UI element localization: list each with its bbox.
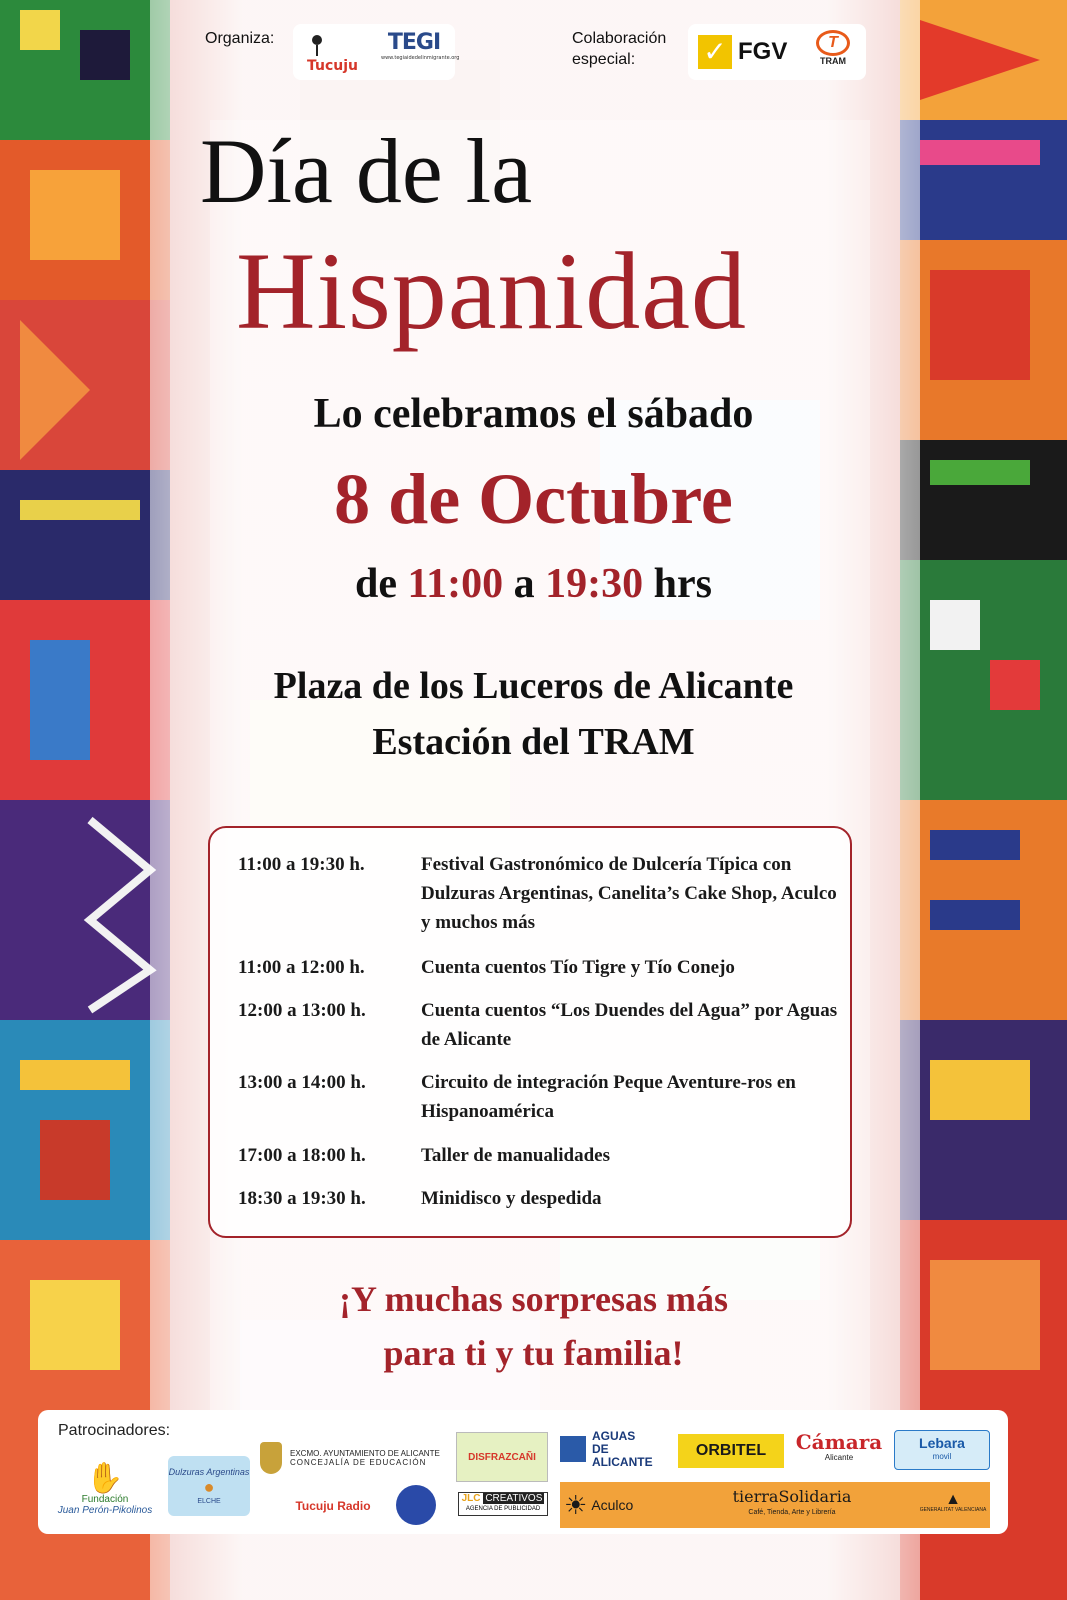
colaboracion-label	[572, 28, 666, 70]
event-date: 8 de Octubre	[334, 459, 733, 539]
time-end: 19:30	[545, 561, 644, 607]
camara-logo: Cámara Alicante	[795, 1430, 883, 1462]
schedule-desc: Circuito de integración Peque Aventure-ros en Hispanoamérica	[421, 1072, 796, 1122]
aculco-logo: ☀ Aculco	[564, 1489, 634, 1520]
coat-of-arms-icon	[260, 1442, 282, 1474]
tegi-url: www.tegiaidedelinmigrante.org	[381, 55, 460, 61]
checkmark-icon: ✓	[698, 35, 732, 69]
title-line1: Día de la	[200, 120, 533, 222]
cupcake-icon: ●	[203, 1477, 215, 1497]
schedule-time: 11:00 a 12:00 h.	[238, 957, 365, 978]
schedule-time: 11:00 a 19:30 h.	[238, 854, 365, 875]
organiza-label: Organiza:	[205, 30, 275, 47]
tierra-solidaria-logo: tierraSolidaria Café, Tienda, Arte y Librería	[732, 1487, 852, 1516]
time-start: 11:00	[407, 561, 504, 607]
sponsors-label: Patrocinadores:	[58, 1422, 171, 1439]
collab-logos	[688, 24, 866, 80]
aguas-alicante-logo: AGUAS DE ALICANTE	[560, 1430, 672, 1468]
sun-icon: ☀	[564, 1489, 588, 1520]
schedule-time: 13:00 a 14:00 h.	[238, 1072, 366, 1093]
celebrate-text: Lo celebramos el sábado	[313, 391, 754, 437]
svg-text:Tucuju: Tucuju	[307, 58, 359, 74]
generalitat-logo: ▲ GENERALITAT VALENCIANA	[919, 1491, 987, 1513]
time-suffix: hrs	[653, 561, 713, 607]
schedule-time: 18:30 a 19:30 h.	[238, 1188, 366, 1209]
tucuju-radio-logo: Tucuju Radio	[295, 1499, 371, 1513]
colaboracion-line2: especial:	[572, 51, 636, 68]
fundacion-logo: ✋ Fundación Juan Perón-Pikolinos	[57, 1462, 153, 1516]
schedule-desc: Cuenta cuentos Tío Tigre y Tío Conejo	[421, 957, 735, 978]
dulzuras-logo: Dulzuras Argentinas ● ELCHE	[168, 1456, 250, 1516]
schedule-box	[208, 826, 852, 1238]
schedule-desc: Minidisco y despedida	[421, 1188, 602, 1209]
ayuntamiento-logo: EXCMO. AYUNTAMIENTO DE ALICANTE CONCEJALÍA DE EDUCACIÓN	[260, 1438, 450, 1478]
bat-icon: ▲	[945, 1491, 961, 1508]
fgv-logo: ✓ FGV	[698, 34, 788, 70]
schedule-desc: Festival Gastronómico de Dulcería Típica con Dulzuras Argentinas, Canelita’s Cake Shop, Aculco y muchos más	[421, 854, 837, 933]
lebara-logo: Lebara movil	[894, 1430, 990, 1470]
time-mid: a	[513, 561, 535, 607]
title-line2: Hispanidad	[236, 230, 748, 352]
hand-tree-icon: ✋	[86, 1462, 124, 1495]
schedule-desc: Cuenta cuentos “Los Duendes del Agua” por Aguas de Alicante	[421, 1000, 838, 1050]
tram-logo: T TRAM	[808, 30, 858, 74]
slogan-line2: para ti y tu familia!	[383, 1333, 684, 1373]
schedule-time: 17:00 a 18:00 h.	[238, 1145, 366, 1166]
slogan-line1: ¡Y muchas sorpresas más	[338, 1279, 728, 1319]
time-prefix: de	[354, 561, 397, 607]
sponsors-panel	[38, 1410, 1008, 1534]
event-time	[0, 560, 1067, 608]
venue-line1: Plaza de los Luceros de Alicante	[273, 665, 794, 707]
globe-icon	[396, 1485, 436, 1525]
tegi-logo: TEGI www.tegiaidedelinmigrante.org	[381, 30, 460, 61]
organizer-logos	[293, 24, 460, 80]
colaboracion-line1: Colaboración	[572, 30, 667, 47]
schedule-desc: Taller de manualidades	[421, 1145, 610, 1166]
schedule-time: 12:00 a 13:00 h.	[238, 1000, 366, 1021]
disfraz-logo: DISFRAZCAÑI	[456, 1432, 548, 1482]
orbitel-logo: ORBITEL	[678, 1434, 784, 1468]
globe-logo	[388, 1482, 444, 1528]
jlc-logo: JLC CREATIVOS AGENCIA DE PUBLICIDAD	[458, 1492, 548, 1516]
venue-line2: Estación del TRAM	[372, 721, 695, 763]
tucuju-logo	[301, 30, 376, 74]
water-icon	[560, 1436, 586, 1462]
